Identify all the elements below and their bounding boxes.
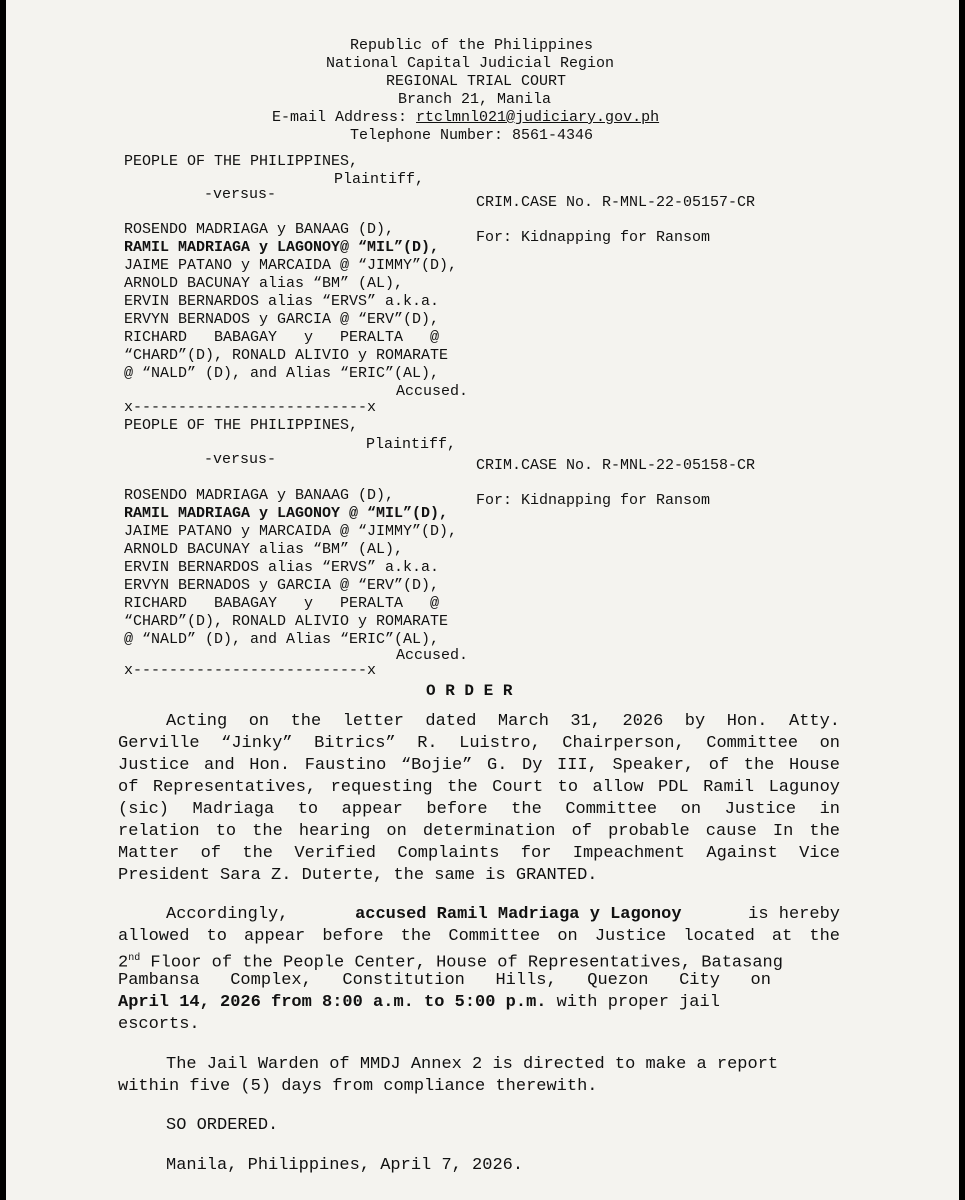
email-label: E-mail Address: — [272, 109, 417, 126]
so-ordered: SO ORDERED. — [166, 1116, 279, 1135]
header-region: National Capital Judicial Region — [326, 55, 615, 72]
order-p1-line-5 — [118, 799, 840, 821]
order-p2-text-5: with proper jail — [546, 993, 720, 1012]
order-p1-line-8: President Sara Z. Duterte, the same is GRANTED. — [118, 866, 598, 885]
case2-accused-2: RAMIL MADRIAGA y LAGONOY @ “MIL”(D), — [124, 505, 449, 522]
case2-separator: x--------------------------x — [124, 662, 377, 679]
case2-accused-4: ARNOLD BACUNAY alias “BM” (AL), — [124, 541, 404, 558]
case2-plaintiff: PEOPLE OF THE PHILIPPINES, — [124, 417, 359, 434]
case2-accused-role: Accused. — [396, 647, 469, 664]
order-p1-line-3 — [118, 755, 840, 777]
order-p1-text-5: (sic) Madriaga to appear before the Committee on Justice in — [118, 800, 840, 819]
order-p3-line-2: within five (5) days from compliance therewith. — [118, 1077, 598, 1096]
order-p2-line-6: escorts. — [118, 1015, 200, 1034]
order-p1-line-6 — [118, 821, 840, 843]
order-p1-line-7 — [118, 843, 840, 865]
order-p2-text-3: Floor of the People Center, House of Representatives, Batasang — [140, 953, 783, 973]
header-phone: Telephone Number: 8561-4346 — [350, 127, 594, 144]
case2-versus: -versus- — [204, 451, 277, 468]
case2-accused-9: @ “NALD” (D), and Alias “ERIC”(AL), — [124, 631, 440, 648]
case2-accused-3: JAIME PATANO y MARCAIDA @ “JIMMY”(D), — [124, 523, 458, 540]
case2-plaintiff-role: Plaintiff, — [366, 436, 457, 453]
case1-accused-2: RAMIL MADRIAGA y LAGONOY@ “MIL”(D), — [124, 239, 440, 256]
case2-accused-7: RICHARD BABAGAY y PERALTA @ — [124, 595, 440, 612]
header-republic: Republic of the Philippines — [350, 37, 594, 54]
case1-accused-role: Accused. — [396, 383, 469, 400]
case1-accused-4: ARNOLD BACUNAY alias “BM” (AL), — [124, 275, 404, 292]
header-court: REGIONAL TRIAL COURT — [386, 73, 567, 90]
email-link[interactable]: rtclmnl021@judiciary.gov.ph — [416, 109, 660, 126]
case1-accused-6: ERVYN BERNADOS y GARCIA @ “ERV”(D), — [124, 311, 440, 328]
case1-case-number: CRIM.CASE No. R-MNL-22-05157-CR — [476, 194, 756, 211]
hearing-date-bold: April 14, 2026 from 8:00 a.m. to 5:00 p.m. — [118, 993, 547, 1012]
case1-separator: x--------------------------x — [124, 399, 377, 416]
header-email — [272, 109, 659, 126]
order-p2-text-c: is hereby — [748, 905, 840, 924]
order-p1-text-2: Gerville “Jinky” Bitrics” R. Luistro, Chairperson, Committee on — [118, 734, 840, 753]
case1-plaintiff: PEOPLE OF THE PHILIPPINES, — [124, 153, 359, 170]
case2-accused-1: ROSENDO MADRIAGA y BANAAG (D), — [124, 487, 395, 504]
order-p3-line-1: The Jail Warden of MMDJ Annex 2 is directed to make a report — [166, 1055, 779, 1074]
order-p2-line-2 — [118, 926, 840, 948]
order-p1-text-7: Matter of the Verified Complaints for Impeachment Against Vice — [118, 844, 840, 863]
order-p1-text-6: relation to the hearing on determination of probable cause In the — [118, 822, 840, 841]
case1-accused-1: ROSENDO MADRIAGA y BANAAG (D), — [124, 221, 395, 238]
floor-number: 2 — [118, 953, 129, 973]
case2-accused-8: “CHARD”(D), RONALD ALIVIO y ROMARATE — [124, 613, 449, 630]
order-p2-text-2: allowed to appear before the Committee on Justice located at the — [118, 927, 840, 946]
floor-ordinal-suffix: nd — [128, 953, 141, 964]
order-title: O R D E R — [426, 682, 513, 700]
case2-case-number: CRIM.CASE No. R-MNL-22-05158-CR — [476, 457, 756, 474]
order-p2-line-5 — [118, 992, 720, 1014]
case1-accused-8: “CHARD”(D), RONALD ALIVIO y ROMARATE — [124, 347, 449, 364]
order-p1-line-2 — [118, 733, 840, 755]
order-p1-line-1 — [166, 711, 840, 733]
case1-plaintiff-role: Plaintiff, — [334, 171, 425, 188]
case1-charge: For: Kidnapping for Ransom — [476, 229, 711, 246]
case1-versus: -versus- — [204, 186, 277, 203]
order-p2-text-a: Accordingly, — [166, 905, 289, 924]
order-p1-line-4 — [118, 777, 840, 799]
case2-accused-5: ERVIN BERNARDOS alias “ERVS” a.k.a. — [124, 559, 440, 576]
accused-name-bold: accused Ramil Madriaga y Lagonoy — [355, 905, 682, 924]
case1-accused-5: ERVIN BERNARDOS alias “ERVS” a.k.a. — [124, 293, 440, 310]
order-p1-text-1: Acting on the letter dated March 31, 2026 by Hon. Atty. — [166, 712, 840, 731]
case1-accused-9: @ “NALD” (D), and Alias “ERIC”(AL), — [124, 365, 440, 382]
case1-accused-7: RICHARD BABAGAY y PERALTA @ — [124, 329, 440, 346]
case2-charge: For: Kidnapping for Ransom — [476, 492, 711, 509]
case2-accused-6: ERVYN BERNADOS y GARCIA @ “ERV”(D), — [124, 577, 440, 594]
case1-accused-3: JAIME PATANO y MARCAIDA @ “JIMMY”(D), — [124, 257, 458, 274]
place-and-date: Manila, Philippines, April 7, 2026. — [166, 1156, 524, 1175]
order-p1-text-4: of Representatives, requesting the Court to allow PDL Ramil Lagunoy — [118, 778, 840, 797]
document-page — [6, 0, 959, 1200]
order-p2-line-4: Pambansa Complex, Constitution Hills, Quezon City on — [118, 971, 771, 990]
order-p1-text-3: Justice and Hon. Faustino “Bojie” G. Dy III, Speaker, of the House — [118, 756, 840, 775]
header-branch: Branch 21, Manila — [398, 91, 552, 108]
order-p2-line-1 — [166, 904, 840, 926]
